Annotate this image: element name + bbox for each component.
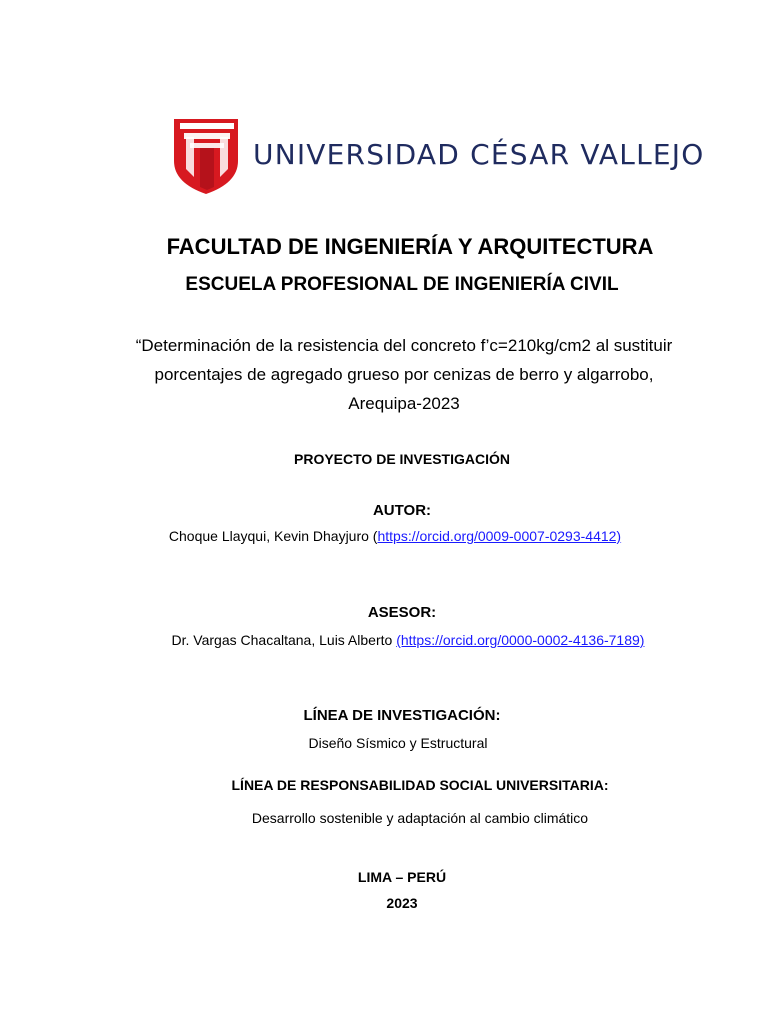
- author-name: Choque Llayqui, Kevin Dhayjuro (: [168, 528, 378, 544]
- advisor-orcid-link[interactable]: (https://orcid.org/0000-0002-4136-7189): [396, 632, 645, 648]
- advisor-heading: ASESOR:: [367, 604, 437, 621]
- year: 2023: [386, 895, 418, 911]
- school-heading: ESCUELA PROFESIONAL DE INGENIERÍA CIVIL: [185, 274, 619, 295]
- thesis-title-line: porcentajes de agregado grueso por cenizas de berro y algarrobo,: [154, 365, 654, 384]
- research-line-heading: LÍNEA DE INVESTIGACIÓN:: [303, 707, 501, 724]
- research-line-value: Diseño Sísmico y Estructural: [308, 735, 488, 751]
- social-line-value: Desarrollo sostenible y adaptación al cambio climático: [251, 810, 589, 826]
- thesis-title: [20, 331, 768, 418]
- advisor-line: [24, 632, 768, 648]
- location: LIMA – PERÚ: [357, 869, 447, 885]
- advisor-name: Dr. Vargas Chacaltana, Luis Alberto: [171, 632, 397, 648]
- author-heading: AUTOR:: [372, 502, 432, 519]
- project-type: PROYECTO DE INVESTIGACIÓN: [294, 451, 510, 467]
- university-name: UNIVERSIDAD CÉSAR VALLEJO: [253, 138, 705, 171]
- university-logo-icon: [172, 117, 242, 195]
- thesis-title-line: Arequipa-2023: [348, 394, 460, 413]
- faculty-heading: FACULTAD DE INGENIERÍA Y ARQUITECTURA: [166, 234, 654, 259]
- author-orcid-link[interactable]: https://orcid.org/0009-0007-0293-4412): [377, 528, 622, 544]
- social-line-heading: LÍNEA DE RESPONSABILIDAD SOCIAL UNIVERSITARIA:: [231, 777, 609, 793]
- thesis-title-line: “Determinación de la resistencia del concreto f’c=210kg/cm2 al sustituir: [135, 336, 673, 355]
- author-line: [11, 528, 768, 544]
